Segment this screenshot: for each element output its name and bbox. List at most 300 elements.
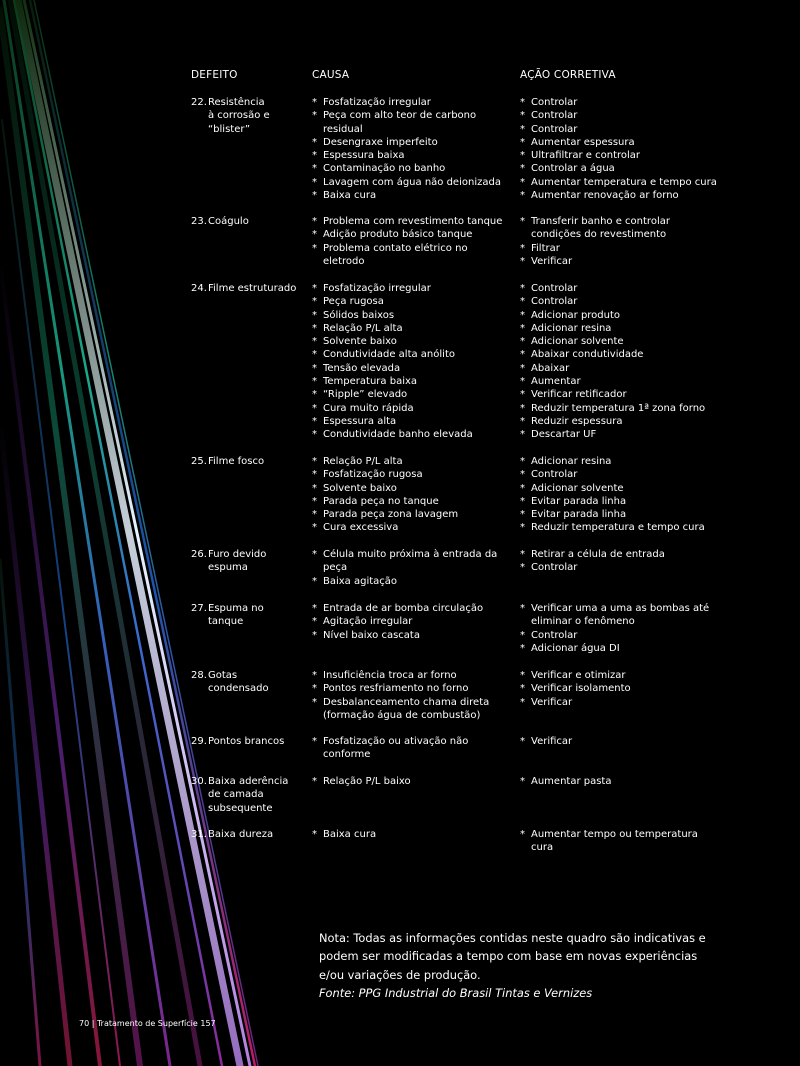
causes-column	[312, 215, 512, 268]
bullet-asterisk: *	[520, 216, 525, 227]
action-item-text: Controlar	[531, 123, 578, 135]
cause-item-text: Nível baixo cascata	[323, 629, 420, 641]
actions-column	[520, 455, 720, 535]
bullet-asterisk: *	[312, 362, 317, 374]
cause-item-text: Fosfatização ou ativação não conforme	[323, 736, 469, 761]
defect-number: 22.	[191, 97, 207, 108]
cause-item-text: Adição produto básico tanque	[323, 229, 473, 241]
bullet-asterisk: *	[312, 495, 317, 507]
actions-column	[520, 602, 720, 655]
cause-item	[312, 735, 512, 762]
cause-item	[312, 468, 512, 481]
bullet-asterisk: *	[312, 482, 317, 494]
action-item	[520, 642, 720, 655]
bullet-asterisk: *	[312, 429, 317, 441]
action-item-text: Reduzir espessura	[531, 415, 623, 427]
action-item-text: Reduzir temperatura 1ª zona forno	[531, 402, 706, 414]
defect-name-line: Pontos brancos	[208, 736, 285, 747]
action-item	[520, 348, 720, 361]
bullet-asterisk: *	[312, 322, 317, 334]
bullet-asterisk: *	[312, 522, 317, 534]
cause-item-text: Contaminação no banho	[323, 163, 446, 175]
bullet-asterisk: *	[312, 296, 317, 308]
cause-item-text: Agitação irregular	[323, 616, 413, 628]
action-item-text: Controlar a água	[531, 163, 615, 175]
action-item-text: Verificar retificador	[531, 389, 627, 401]
defect-number: 24.	[191, 283, 207, 294]
cause-item-text: Fosfatização irregular	[323, 97, 431, 108]
cause-item-text: Entrada de ar bomba circulação	[323, 603, 484, 614]
cause-item-text: Espessura alta	[323, 415, 397, 427]
cause-item	[312, 521, 512, 534]
cause-item-text: Desengraxe imperfeito	[323, 136, 438, 148]
action-item-text: Aumentar	[531, 376, 581, 388]
cause-item	[312, 495, 512, 508]
cause-item	[312, 828, 512, 841]
bullet-asterisk: *	[520, 309, 525, 321]
cause-item-text: Problema com revestimento tanque	[323, 216, 503, 227]
defect-name-line: Coágulo	[208, 216, 249, 227]
bullet-asterisk: *	[520, 829, 525, 840]
bullet-asterisk: *	[520, 176, 525, 188]
cause-item-text: Relação P/L baixo	[323, 776, 411, 787]
cause-item-text: Solvente baixo	[323, 482, 397, 494]
cause-item	[312, 696, 512, 723]
defect-number: 31.	[191, 829, 207, 840]
bullet-asterisk: *	[312, 376, 317, 388]
bullet-asterisk: *	[520, 776, 525, 787]
bullet-asterisk: *	[520, 389, 525, 401]
defect-name-line: Baixa dureza	[208, 829, 274, 840]
cause-item	[312, 602, 512, 615]
defect-cell	[191, 455, 301, 468]
defect-name-line: espuma	[208, 562, 248, 574]
cause-item	[312, 189, 512, 202]
action-item	[520, 455, 720, 468]
bullet-asterisk: *	[520, 322, 525, 334]
causes-column	[312, 548, 512, 588]
actions-column	[520, 96, 720, 202]
action-item	[520, 375, 720, 388]
action-item	[520, 109, 720, 122]
defect-name-line: Baixa aderência	[208, 776, 289, 787]
bullet-asterisk: *	[520, 376, 525, 388]
action-item	[520, 482, 720, 495]
action-item	[520, 335, 720, 348]
bullet-asterisk: *	[312, 97, 317, 108]
action-item	[520, 682, 720, 695]
action-item-text: Controlar	[531, 283, 578, 294]
action-item	[520, 215, 720, 242]
action-item-text: Aumentar renovação ar forno	[531, 190, 679, 202]
cause-item	[312, 775, 512, 788]
bullet-asterisk: *	[312, 629, 317, 641]
cause-item-text: Cura muito rápida	[323, 402, 414, 414]
cause-item	[312, 482, 512, 495]
bullet-asterisk: *	[520, 642, 525, 654]
bullet-asterisk: *	[520, 509, 525, 521]
bullet-asterisk: *	[520, 696, 525, 708]
cause-item-text: Fosfatização irregular	[323, 283, 431, 294]
bullet-asterisk: *	[312, 776, 317, 787]
action-item	[520, 775, 720, 788]
cause-item	[312, 242, 512, 269]
cause-item	[312, 375, 512, 388]
action-item	[520, 669, 720, 682]
action-item-text: Aumentar pasta	[531, 776, 612, 787]
bullet-asterisk: *	[520, 522, 525, 534]
cause-item	[312, 176, 512, 189]
defect-number: 30.	[191, 776, 207, 787]
defect-cell	[191, 548, 301, 575]
bullet-asterisk: *	[312, 150, 317, 162]
action-item	[520, 548, 720, 561]
cause-item-text: Insuficiência troca ar forno	[323, 670, 457, 681]
cause-item	[312, 309, 512, 322]
action-item-text: Descartar UF	[531, 429, 597, 441]
action-item	[520, 521, 720, 534]
bullet-asterisk: *	[312, 456, 317, 467]
defect-cell	[191, 775, 301, 815]
bullet-asterisk: *	[312, 575, 317, 587]
action-item	[520, 428, 720, 441]
bullet-asterisk: *	[520, 150, 525, 162]
bullet-asterisk: *	[312, 829, 317, 840]
bullet-asterisk: *	[520, 482, 525, 494]
action-item-text: Controlar	[531, 97, 578, 108]
causes-column	[312, 455, 512, 535]
cause-item-text: “Ripple” elevado	[323, 389, 408, 401]
bullet-asterisk: *	[520, 562, 525, 574]
bullet-asterisk: *	[312, 229, 317, 241]
defect-cell	[191, 669, 301, 696]
action-item-text: Adicionar produto	[531, 309, 621, 321]
bullet-asterisk: *	[520, 242, 525, 254]
causes-column	[312, 775, 512, 788]
defect-name-line: condensado	[208, 683, 269, 695]
cause-item-text: Condutividade alta anólito	[323, 349, 455, 361]
defect-name-line: Resistência	[208, 97, 265, 108]
action-item-text: Ultrafiltrar e controlar	[531, 150, 641, 162]
action-item	[520, 415, 720, 428]
actions-column	[520, 215, 720, 268]
cause-item-text: Cura excessiva	[323, 522, 399, 534]
page-footer: 70 | Tratamento de Superfície 157	[79, 1019, 216, 1028]
bullet-asterisk: *	[312, 136, 317, 148]
cause-item-text: Célula muito próxima à entrada da peça	[323, 549, 498, 574]
defect-name-line: de camada	[208, 789, 264, 801]
cause-item-text: Solvente baixo	[323, 336, 397, 348]
action-item-text: Transferir banho e controlar condições do revestimento	[531, 216, 670, 241]
cause-item-text: Pontos resfriamento no forno	[323, 683, 469, 695]
actions-column	[520, 282, 720, 442]
defect-name-line: à corrosão e	[208, 110, 270, 122]
bullet-asterisk: *	[520, 629, 525, 641]
bullet-asterisk: *	[312, 736, 317, 747]
defect-cell	[191, 602, 301, 629]
cause-item-text: Tensão elevada	[323, 362, 401, 374]
bullet-asterisk: *	[520, 362, 525, 374]
cause-item	[312, 348, 512, 361]
defect-name-line: “blister”	[208, 123, 251, 135]
cause-item	[312, 282, 512, 295]
action-item	[520, 242, 720, 255]
bullet-asterisk: *	[312, 696, 317, 708]
action-item	[520, 362, 720, 375]
action-item-text: Aumentar temperatura e tempo cura	[531, 176, 717, 188]
action-item	[520, 295, 720, 308]
bullet-asterisk: *	[520, 123, 525, 135]
bullet-asterisk: *	[520, 495, 525, 507]
cause-item	[312, 362, 512, 375]
bullet-asterisk: *	[312, 509, 317, 521]
note-source: Fonte: PPG Industrial do Brasil Tintas e Vernizes	[319, 985, 593, 1000]
cause-item	[312, 669, 512, 682]
action-item-text: Verificar	[531, 696, 573, 708]
cause-item	[312, 508, 512, 521]
action-item	[520, 309, 720, 322]
action-item	[520, 149, 720, 162]
action-item	[520, 828, 720, 855]
cause-item	[312, 415, 512, 428]
defect-name-line: tanque	[208, 616, 244, 628]
cause-item-text: Fosfatização rugosa	[323, 469, 423, 481]
cause-item-text: Peça rugosa	[323, 296, 384, 308]
bullet-asterisk: *	[520, 549, 525, 560]
cause-item-text: Baixa cura	[323, 190, 377, 202]
bullet-asterisk: *	[312, 415, 317, 427]
bullet-asterisk: *	[312, 309, 317, 321]
defect-name-line: subsequente	[208, 802, 273, 814]
cause-item	[312, 109, 512, 136]
bullet-asterisk: *	[312, 683, 317, 695]
cause-item-text: Relação P/L alta	[323, 322, 403, 334]
cause-item-text: Temperatura baixa	[323, 376, 418, 388]
action-item	[520, 468, 720, 481]
causes-column	[312, 282, 512, 442]
cause-item	[312, 295, 512, 308]
bullet-asterisk: *	[520, 296, 525, 308]
defect-number: 28.	[191, 670, 207, 681]
bullet-asterisk: *	[520, 349, 525, 361]
action-item	[520, 96, 720, 109]
action-item-text: Controlar	[531, 469, 578, 481]
cause-item-text: Baixa agitação	[323, 575, 398, 587]
action-item	[520, 189, 720, 202]
action-item-text: Reduzir temperatura e tempo cura	[531, 522, 705, 534]
cause-item-text: Problema contato elétrico no eletrodo	[323, 242, 468, 267]
bullet-asterisk: *	[312, 389, 317, 401]
cause-item-text: Lavagem com água não deionizada	[323, 176, 501, 188]
causes-column	[312, 735, 512, 762]
bullet-asterisk: *	[520, 603, 525, 614]
cause-item	[312, 136, 512, 149]
defect-name-line: Furo devido	[208, 549, 267, 560]
bullet-asterisk: *	[520, 469, 525, 481]
cause-item-text: Desbalanceamento chama direta (formação água de combustão)	[323, 696, 490, 721]
action-item-text: Verificar e otimizar	[531, 670, 626, 681]
bullet-asterisk: *	[520, 190, 525, 202]
action-item-text: Filtrar	[531, 242, 560, 254]
cause-item	[312, 149, 512, 162]
bullet-asterisk: *	[312, 336, 317, 348]
cause-item	[312, 322, 512, 335]
action-item-text: Controlar	[531, 562, 578, 574]
defect-number: 29.	[191, 736, 207, 747]
bullet-asterisk: *	[520, 402, 525, 414]
bullet-asterisk: *	[520, 283, 525, 294]
header-causa: CAUSA	[312, 69, 350, 81]
defect-name-line: Gotas	[208, 670, 238, 681]
bullet-asterisk: *	[520, 110, 525, 122]
bullet-asterisk: *	[520, 97, 525, 108]
defect-name-line: Filme fosco	[208, 456, 265, 467]
action-item	[520, 162, 720, 175]
header-acao-corretiva: AÇÃO CORRETIVA	[520, 69, 616, 81]
action-item-text: Controlar	[531, 296, 578, 308]
cause-item	[312, 682, 512, 695]
defect-name-line: Espuma no	[208, 603, 264, 614]
bullet-asterisk: *	[312, 190, 317, 202]
action-item-text: Verificar isolamento	[531, 683, 631, 695]
bullet-asterisk: *	[312, 603, 317, 614]
cause-item-text: Condutividade banho elevada	[323, 429, 473, 441]
causes-column	[312, 602, 512, 642]
bullet-asterisk: *	[520, 415, 525, 427]
bullet-asterisk: *	[312, 616, 317, 628]
action-item-text: Evitar parada linha	[531, 509, 627, 521]
header-defeito: DEFEITO	[191, 69, 238, 81]
action-item	[520, 136, 720, 149]
note-block	[319, 929, 709, 1002]
cause-item-text: Parada peça zona lavagem	[323, 509, 459, 521]
actions-column	[520, 735, 720, 748]
cause-item	[312, 455, 512, 468]
action-item-text: Adicionar solvente	[531, 482, 624, 494]
defect-number: 25.	[191, 456, 207, 467]
action-item-text: Abaixar condutividade	[531, 349, 644, 361]
cause-item-text: Sólidos baixos	[323, 309, 395, 321]
action-item	[520, 629, 720, 642]
action-item	[520, 322, 720, 335]
bullet-asterisk: *	[520, 136, 525, 148]
cause-item	[312, 402, 512, 415]
bullet-asterisk: *	[312, 176, 317, 188]
action-item	[520, 402, 720, 415]
action-item	[520, 735, 720, 748]
cause-item	[312, 162, 512, 175]
action-item-text: Evitar parada linha	[531, 495, 627, 507]
defect-number: 27.	[191, 603, 207, 614]
bullet-asterisk: *	[312, 469, 317, 481]
action-item	[520, 176, 720, 189]
action-item	[520, 123, 720, 136]
bullet-asterisk: *	[312, 216, 317, 227]
action-item	[520, 508, 720, 521]
bullet-asterisk: *	[520, 255, 525, 267]
action-item	[520, 255, 720, 268]
action-item-text: Verificar	[531, 255, 573, 267]
cause-item	[312, 615, 512, 628]
action-item-text: Verificar	[531, 736, 573, 747]
action-item-text: Verificar uma a uma as bombas até eliminar o fenômeno	[531, 603, 710, 628]
bullet-asterisk: *	[312, 163, 317, 175]
bullet-asterisk: *	[312, 349, 317, 361]
action-item-text: Retirar a célula de entrada	[531, 549, 665, 560]
causes-column	[312, 96, 512, 202]
action-item	[520, 696, 720, 709]
bullet-asterisk: *	[520, 456, 525, 467]
bullet-asterisk: *	[520, 683, 525, 695]
causes-column	[312, 669, 512, 722]
note-text: Nota: Todas as informações contidas neste quadro são indicativas e podem ser modificadas a tempo com base em novas experiências e/ou variações de produção.	[319, 931, 706, 982]
cause-item-text: Relação P/L alta	[323, 456, 403, 467]
defect-cell	[191, 215, 301, 228]
action-item-text: Adicionar resina	[531, 456, 612, 467]
action-item	[520, 495, 720, 508]
defect-cell	[191, 828, 301, 841]
action-item-text: Controlar	[531, 629, 578, 641]
action-item-text: Adicionar solvente	[531, 336, 624, 348]
cause-item-text: Peça com alto teor de carbono residual	[323, 110, 477, 135]
cause-item	[312, 228, 512, 241]
action-item-text: Aumentar espessura	[531, 136, 635, 148]
defect-number: 23.	[191, 216, 207, 227]
cause-item	[312, 96, 512, 109]
actions-column	[520, 669, 720, 709]
defect-cell	[191, 282, 301, 295]
defect-cell	[191, 735, 301, 748]
bullet-asterisk: *	[520, 336, 525, 348]
action-item-text: Abaixar	[531, 362, 570, 374]
cause-item	[312, 428, 512, 441]
action-item	[520, 602, 720, 629]
bullet-asterisk: *	[312, 670, 317, 681]
bullet-asterisk: *	[312, 549, 317, 560]
action-item	[520, 388, 720, 401]
actions-column	[520, 775, 720, 788]
cause-item	[312, 575, 512, 588]
bullet-asterisk: *	[312, 283, 317, 294]
cause-item	[312, 215, 512, 228]
action-item	[520, 282, 720, 295]
bullet-asterisk: *	[312, 110, 317, 122]
action-item	[520, 561, 720, 574]
bullet-asterisk: *	[520, 736, 525, 747]
actions-column	[520, 828, 720, 855]
bullet-asterisk: *	[520, 163, 525, 175]
cause-item	[312, 388, 512, 401]
action-item-text: Aumentar tempo ou temperatura cura	[531, 829, 698, 854]
defect-number: 26.	[191, 549, 207, 560]
actions-column	[520, 548, 720, 575]
cause-item-text: Parada peça no tanque	[323, 495, 439, 507]
action-item-text: Controlar	[531, 110, 578, 122]
action-item-text: Adicionar resina	[531, 322, 612, 334]
causes-column	[312, 828, 512, 841]
cause-item-text: Baixa cura	[323, 829, 377, 840]
defect-name-line: Filme estruturado	[208, 283, 297, 294]
cause-item	[312, 629, 512, 642]
cause-item	[312, 335, 512, 348]
bullet-asterisk: *	[520, 670, 525, 681]
bullet-asterisk: *	[312, 402, 317, 414]
bullet-asterisk: *	[520, 429, 525, 441]
defect-cell	[191, 96, 301, 136]
cause-item-text: Espessura baixa	[323, 150, 405, 162]
action-item-text: Adicionar água DI	[531, 642, 620, 654]
cause-item	[312, 548, 512, 575]
